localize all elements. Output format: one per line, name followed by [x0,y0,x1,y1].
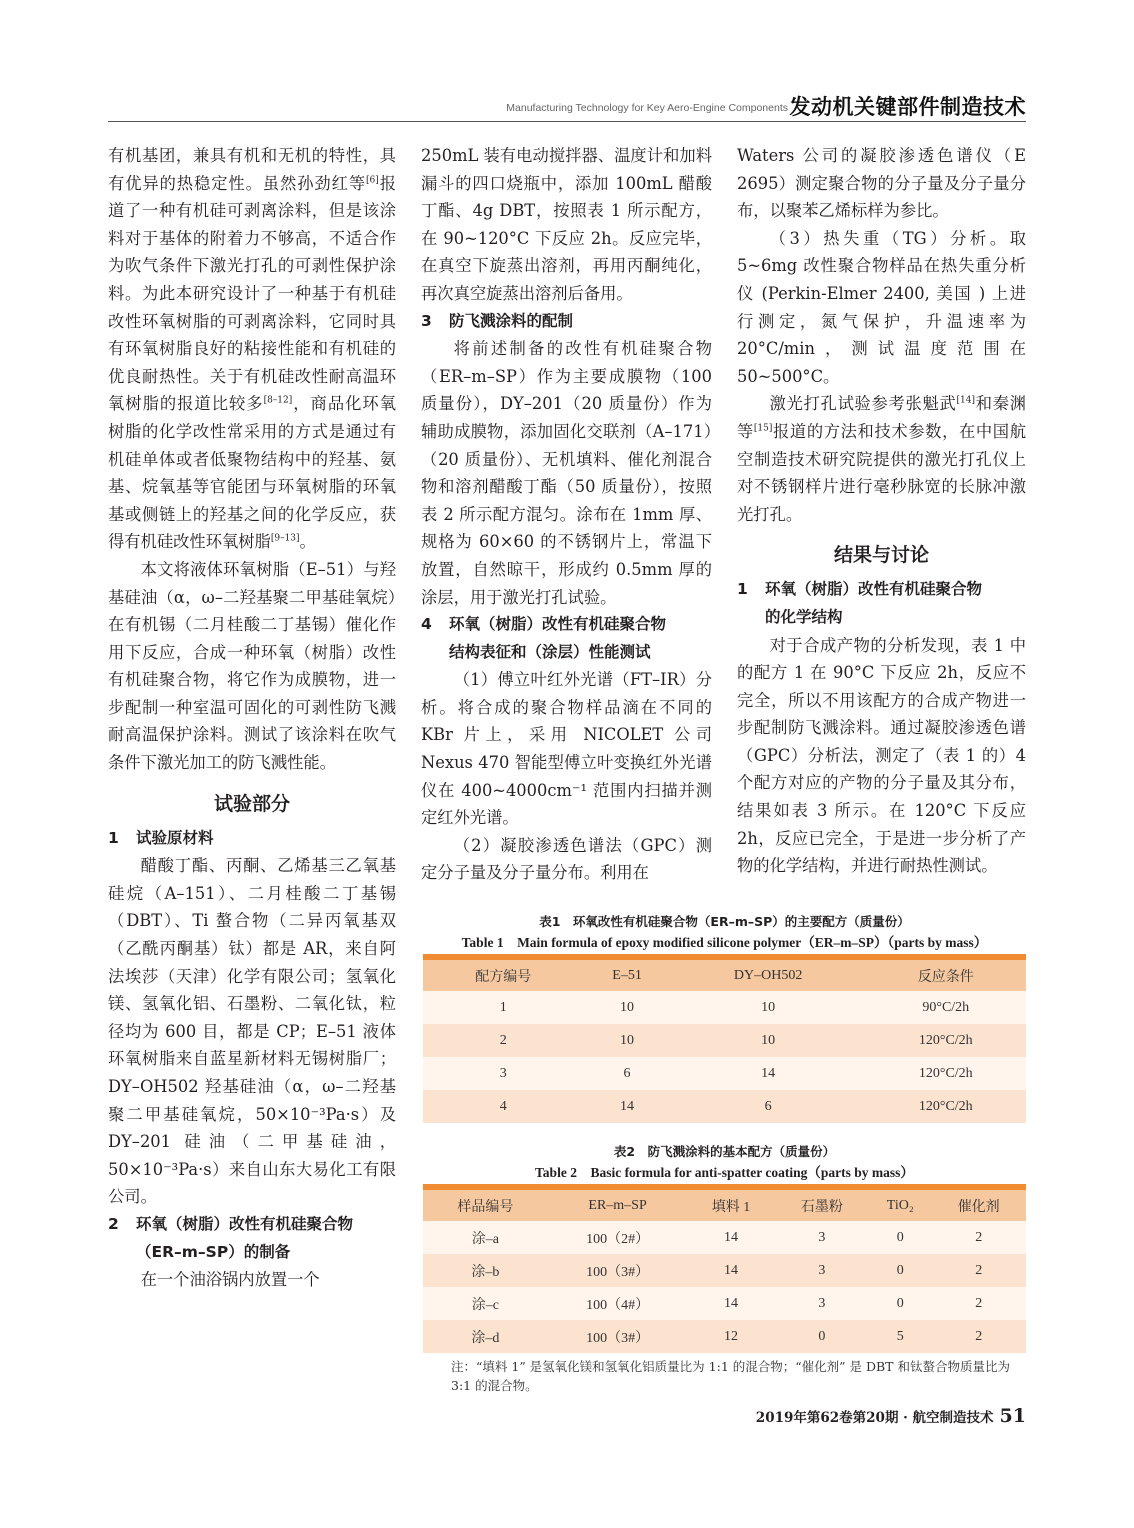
table-cell: 100（4#） [548,1287,688,1320]
footer-issue: 2019年第62卷第20期 · 航空制造技术 [755,1410,994,1426]
paragraph: （3）热失重（TG）分析。取 5~6mg 改性聚合物样品在热失重分析仪 (Perkin-Elmer 2400, 美国 ) 上进行测定，氮气保护，升温速率为 20°C/min，测试温度范围在 50~500°C。 [737,228,1026,386]
paragraph: 250mL 装有电动搅拌器、温度计和加料漏斗的四口烧瓶中，添加 100mL 醋酸丁酯、4g DBT，按照表 1 所示配方，在 90~120°C 下反应 2h。反应完毕，在真空下旋蒸出溶剂，再用丙酮纯化，再次真空旋蒸出溶剂后备用。 [421,146,712,303]
paragraph: 将前述制备的改性有机硅聚合物（ER–m–SP）作为主要成膜物（100 质量份），DY–201（20 质量份）作为辅助成膜物，添加固化交联剂（A–171）（20 质量份）、无机填料、催化剂混合物和溶剂醋酸丁酯（50 质量份），按照表 2 所示配方混匀。涂布在 1mm 厚、规格为 60×60 的不锈钢片上，常温下放置，自然晾干，形成约 0.5mm 厚的涂层，用于激光打孔试验。 [421,339,712,607]
journal-title-en: Manufacturing Technology for Key Aero-Engine Components [506,102,788,114]
table-cell: 0 [775,1320,870,1353]
table-cell: 10 [583,1024,670,1057]
table-cell: 涂–a [423,1221,548,1254]
table-cell: 3 [775,1287,870,1320]
table-header: 石墨粉 [775,1187,870,1221]
table-cell: 12 [687,1320,774,1353]
subsection-heading: 4 环氧（树脂）改性有机硅聚合物 [421,615,667,634]
table-cell: 5 [869,1320,931,1353]
subsection-heading: 3 防飞溅涂料的配制 [421,311,574,330]
table-2-block [423,1142,1026,1395]
table-row [423,1287,1026,1320]
table-cell: 涂–c [423,1287,548,1320]
table-cell: 1 [423,991,583,1024]
paragraph: 醋酸丁酯、丙酮、乙烯基三乙氧基硅烷（A–151）、二月桂酸二丁基锡（DBT）、Ti 螯合物（二异丙氧基双（乙酰丙酮基）钛）都是 AR，来自阿法埃莎（天津）化学有限公司；氢氧化镁、氢氧化铝、石墨粉、二氧化钛，粒径均为 600 目，都是 CP；E–51 液体环氧树脂来自蓝星新材料无锡树脂厂；DY–OH502 羟基硅油（α，ω–二羟基聚二甲基硅氧烷，50×10⁻³Pa·s）及 DY–201 硅油（二甲基硅油，50×10⁻³Pa·s）来自山东大易化工有限公司。 [108,856,396,1207]
table-cell: 0 [869,1287,931,1320]
table-header: DY–OH502 [671,957,866,991]
paragraph: 本文将液体环氧树脂（E–51）与羟基硅油（α，ω–二羟基聚二甲基硅氧烷）在有机锡（二月桂酸二丁基锡）催化作用下反应，合成一种环氧（树脂）改性有机硅聚合物，将它作为成膜物，进一步配制一种室温可固化的可剥性防飞溅耐高温保护涂料。测试了该涂料在吹气条件下激光加工的防飞溅性能。 [108,559,396,773]
table-cell: 100（3#） [548,1320,688,1353]
table-cell: 6 [583,1057,670,1090]
table-header: 样品编号 [423,1187,548,1221]
table-1 [423,954,1026,1123]
table-header: E–51 [583,957,670,991]
table-row [423,1024,1026,1057]
paragraph: （1）傅立叶红外光谱（FT–IR）分析。将合成的聚合物样品滴在不同的 KBr 片上，采用 NICOLET 公司 Nexus 470 智能型傅立叶变换红外光谱仪在 400~4000cm⁻¹ 范围内扫描并测定红外光谱。 [421,670,712,828]
table-1-block [423,912,1026,1123]
subsection-heading: 1 环氧（树脂）改性有机硅聚合物 [737,580,983,599]
table-cell: 2 [423,1024,583,1057]
table-row [423,1320,1026,1353]
table-header: 配方编号 [423,957,583,991]
table-cell: 100（3#） [548,1254,688,1287]
paragraph: 对于合成产物的分析发现，表 1 中的配方 1 在 90°C 下反应 2h，反应不完全，所以不用该配方的合成产物进一步配制防飞溅涂料。通过凝胶渗透色谱（GPC）分析法，测定了（表 1 的）4 个配方对应的产物的分子量及其分布，结果如表 3 所示。在 120°C 下反应 2h，反应已完全，于是进一步分析了产物的化学结构，并进行耐热性测试。 [737,635,1026,876]
table-2-note: 注：“填料 1” 是氢氧化镁和氢氧化铝质量比为 1:1 的混合物；“催化剂” 是 DBT 和钛螯合物质量比为 3:1 的混合物。 [451,1359,1010,1393]
column-3 [737,142,1026,880]
table-cell: 14 [583,1090,670,1123]
paragraph: 激光打孔试验参考张魁武[14]和秦渊等[15]报道的方法和技术参数，在中国航空制造技术研究院提供的激光打孔仪上对不锈钢样片进行毫秒脉宽的长脉冲激光打孔。 [737,394,1026,524]
table-cell: 涂–d [423,1320,548,1353]
table-cell: 90°C/2h [866,991,1026,1024]
table-header: 反应条件 [866,957,1026,991]
table-cell: 14 [671,1057,866,1090]
table-cell: 3 [775,1221,870,1254]
table-cell: 3 [775,1254,870,1287]
table-row [423,1090,1026,1123]
table-header: 填料 1 [687,1187,774,1221]
table-cell: 2 [931,1221,1026,1254]
table-row [423,991,1026,1024]
table-header: ER–m–SP [548,1187,688,1221]
table-cell: 120°C/2h [866,1090,1026,1123]
table-header: 催化剂 [931,1187,1026,1221]
table-cell: 6 [671,1090,866,1123]
page-number: 51 [999,1405,1026,1427]
table-cell: 3 [423,1057,583,1090]
subsection-heading-cont: （ER–m–SP）的制备 [136,1242,291,1261]
paragraph: 有机基团，兼具有机和无机的特性，具有优异的热稳定性。虽然孙劲红等[6]报道了一种有机硅可剥离涂料，但是该涂料对于基体的附着力不够高，不适合作为吹气条件下激光打孔的可剥性保护涂料。为此本研究设计了一种基于有机硅改性环氧树脂的可剥离涂料，它同时具有环氧树脂良好的粘接性能和有机硅的优良耐热性。关于有机硅改性耐高温环氧树脂的报道比较多[8–12]，商品化环氧树脂的化学改性常采用的方式是通过有机硅单体或者低聚物结构中的羟基、氨基、烷氧基等官能团与环氧树脂的环氧基或侧链上的羟基之间的化学反应，获得有机硅改性环氧树脂[9–13]。 [108,146,396,552]
table-row [423,1057,1026,1090]
table-cell: 涂–b [423,1254,548,1287]
table-row [423,1221,1026,1254]
table-cell: 120°C/2h [866,1057,1026,1090]
table-row [423,1254,1026,1287]
subsection-heading-cont: 结构表征和（涂层）性能测试 [449,642,651,661]
table-cell: 14 [687,1221,774,1254]
subsection-heading: 2 环氧（树脂）改性有机硅聚合物 [108,1214,354,1233]
table-cell: 10 [671,991,866,1024]
table-cell: 0 [869,1254,931,1287]
table-2-caption-cn: 表2 防飞溅涂料的基本配方（质量份） [613,1144,836,1159]
table-cell: 4 [423,1090,583,1123]
paragraph: （2）凝胶渗透色谱法（GPC）测定分子量及分子量分布。利用在 [421,835,712,883]
column-2 [421,142,712,887]
paragraph: 在一个油浴锅内放置一个 [140,1270,320,1290]
table-cell: 14 [687,1287,774,1320]
page-footer [756,1405,1026,1427]
subsection-heading: 1 试验原材料 [108,828,214,847]
header-rule [108,121,1026,122]
subsection-heading-cont: 的化学结构 [765,607,843,626]
table-cell: 2 [931,1254,1026,1287]
table-cell: 10 [583,991,670,1024]
table-cell: 10 [671,1024,866,1057]
table-cell: 0 [869,1221,931,1254]
table-2 [423,1184,1026,1353]
journal-title-cn: 发动机关键部件制造技术 [789,95,1026,119]
table-1-caption-cn: 表1 环氧改性有机硅聚合物（ER–m–SP）的主要配方（质量份） [539,914,910,929]
table-cell: 100（2#） [548,1221,688,1254]
column-1 [108,142,396,1294]
table-header: TiO₂ [869,1187,931,1221]
running-header [108,88,1026,122]
table-cell: 14 [687,1254,774,1287]
table-cell: 2 [931,1287,1026,1320]
table-cell: 120°C/2h [866,1024,1026,1057]
section-heading: 试验部分 [213,792,290,815]
table-1-caption-en: Table 1 Main formula of epoxy modified silicone polymer（ER–m–SP）（parts by mass） [461,935,988,950]
paragraph: Waters 公司的凝胶渗透色谱仪（E 2695）测定聚合物的分子量及分子量分布，以聚苯乙烯标样为参比。 [737,146,1026,221]
table-2-caption-en: Table 2 Basic formula for anti-spatter coating（parts by mass） [535,1165,914,1180]
table-cell: 2 [931,1320,1026,1353]
section-heading: 结果与讨论 [833,544,929,567]
